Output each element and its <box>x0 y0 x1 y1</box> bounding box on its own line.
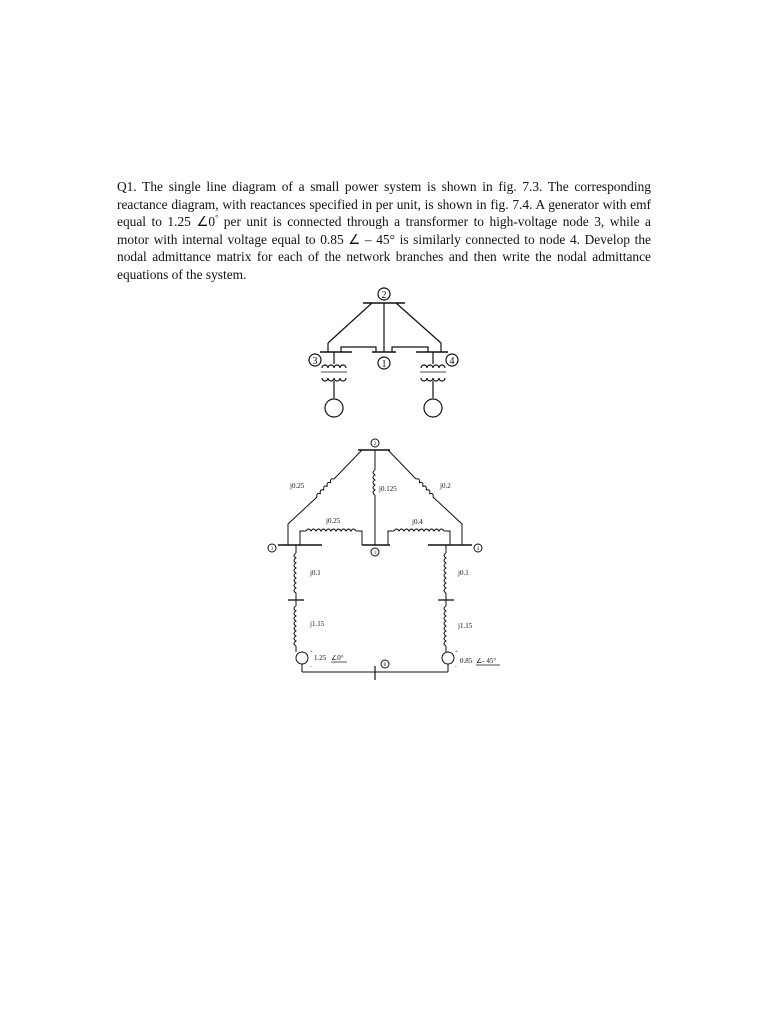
r-coil-right-motor <box>444 606 446 646</box>
r-branch-2-4-upper <box>388 450 416 479</box>
r-branch-3-1-right <box>356 531 362 545</box>
r-gen-emf-label: 1.25 <box>314 654 327 662</box>
r-coil-3-1 <box>306 529 356 531</box>
r-label-2-1: j0.125 <box>379 485 397 493</box>
r-gen-plus: + <box>310 650 313 655</box>
r-gen-minus: - <box>310 665 312 670</box>
line-2-4 <box>396 303 441 343</box>
question-suffix: is similarly connected to node 4. Develop the nodal admittance matrix for each of the network branches and then write the nodal admittance equations of the system. <box>117 231 651 282</box>
r-branch-1-4-left <box>388 531 394 545</box>
r-label-left-gen: j1.15 <box>310 620 325 628</box>
r-label-1-4: j0.4 <box>412 518 423 526</box>
r-node-0-label: 0 <box>383 663 387 668</box>
generator-symbol <box>325 399 343 417</box>
r-label-right-xfmr: j0.1 <box>458 569 469 577</box>
generator-emf-angle: ∠0 <box>196 214 216 230</box>
r-label-left-xfmr: j0.1 <box>310 569 321 577</box>
r-label-right-motor: j1.15 <box>458 622 473 630</box>
single-line-diagram <box>309 288 458 417</box>
r-branch-2-4-lower <box>433 497 462 545</box>
r-gen-emf-angle: ∠0° <box>331 654 344 662</box>
r-node-4-label: 4 <box>476 547 480 552</box>
r-node-2-label: 2 <box>373 442 377 447</box>
motor-symbol <box>424 399 442 417</box>
node-2-label: 2 <box>381 290 387 301</box>
r-branch-1-4-right <box>444 531 450 545</box>
question-mid: per unit is connected through a transformer to high-voltage node 3, while a motor with internal voltage equal to 0.85 <box>117 214 651 247</box>
r-coil-left-xfmr <box>294 553 296 593</box>
r-label-2-4: j0.2 <box>440 482 451 490</box>
xfmr-left-secondary-coil <box>322 378 346 381</box>
r-branch-3-1-left <box>300 531 306 545</box>
xfmr-right-secondary-coil <box>421 378 445 381</box>
node-1-label: 1 <box>381 359 387 370</box>
r-label-2-3: j0.25 <box>290 482 305 490</box>
r-motor-voltage-label: 0.85 <box>460 657 473 665</box>
r-branch-2-3-lower <box>288 497 317 545</box>
degree-mark: ° <box>215 213 219 223</box>
r-branch-2-3-upper <box>334 450 362 479</box>
r-motor-source <box>442 652 454 664</box>
r-coil-2-1 <box>373 470 375 495</box>
node-4-label: 4 <box>449 356 455 367</box>
r-coil-1-4 <box>394 529 444 531</box>
r-coil-2-4 <box>416 478 435 498</box>
r-coil-left-gen <box>294 606 296 646</box>
r-motor-plus: + <box>455 650 458 655</box>
reactance-diagram <box>268 439 500 680</box>
r-coil-right-xfmr <box>444 553 446 593</box>
motor-voltage-angle: ∠ – 45° <box>348 231 395 247</box>
r-node-3-label: 3 <box>270 547 274 552</box>
question-prefix: Q1. The single line diagram of a small power system is shown in fig. 7.3. The corresponding reactance diagram, with reactances specified in per unit, is shown in fig. 7.4. A generator with emf equal to 1.25 <box>117 179 651 230</box>
r-motor-voltage-angle: ∠- 45° <box>476 657 497 665</box>
xfmr-right-primary-coil <box>421 365 445 368</box>
r-coil-2-3 <box>315 478 334 498</box>
line-2-3 <box>328 303 372 343</box>
r-label-3-1: j0.25 <box>326 517 341 525</box>
r-motor-minus: - <box>455 665 457 670</box>
r-node-1-label: 1 <box>373 551 377 556</box>
xfmr-left-primary-coil <box>322 365 346 368</box>
node-3-label: 3 <box>312 356 318 367</box>
r-generator-source <box>296 652 308 664</box>
